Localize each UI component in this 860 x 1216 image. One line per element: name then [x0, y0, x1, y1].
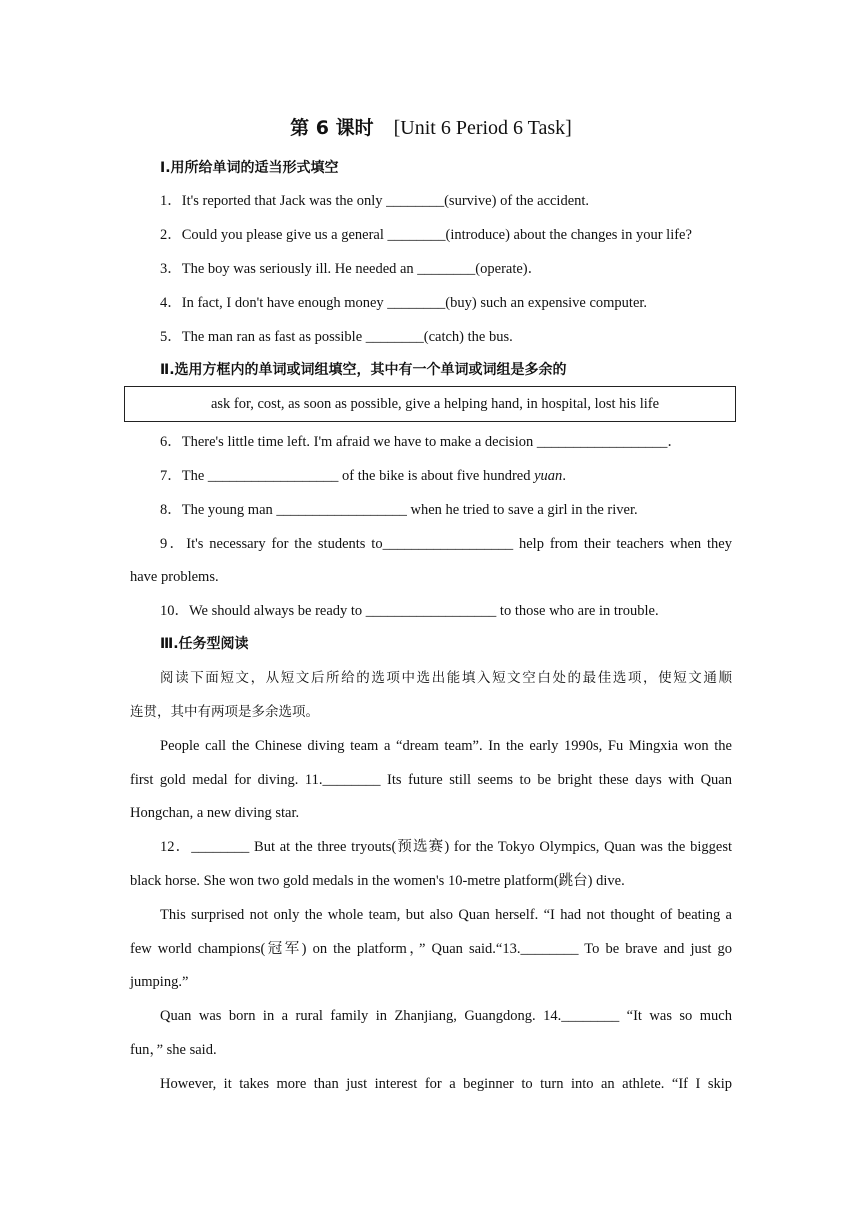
- instructions-line: 连贯，其中有两项是多余选项。: [130, 704, 319, 720]
- passage-line: first gold medal for diving. 11.________ Its future still seems to be bright these days with Quan: [130, 772, 732, 788]
- passage-line: Hongchan, a new diving star.: [130, 805, 300, 821]
- exercise-item: 4．In fact, I don't have enough money ________(buy) such an expensive computer.: [160, 295, 648, 311]
- italic-word: yuan: [534, 468, 563, 484]
- passage-line: fun，” she said.: [130, 1042, 217, 1058]
- exercise-item: 2．Could you please give us a general ________(introduce) about the changes in your life?: [160, 227, 692, 243]
- exercise-item: 8．The young man __________________ when he tried to save a girl in the river.: [160, 502, 638, 518]
- exercise-item-continuation: have problems.: [130, 569, 219, 585]
- title-unit: [Unit 6 Period 6 Task]: [393, 117, 572, 139]
- section-2-heading: Ⅱ.选用方框内的单词或词组填空，其中有一个单词或词组是多余的: [160, 362, 567, 378]
- exercise-item-text: 7．The __________________ of the bike is about five hundred: [160, 468, 535, 484]
- exercise-item: 9．It's necessary for the students to__________________ help from their teachers when they: [160, 536, 732, 552]
- instructions-line: 阅读下面短文，从短文后所给的选项中选出能填入短文空白处的最佳选项，使短文通顺: [160, 670, 732, 686]
- exercise-item: 3．The boy was seriously ill. He needed an ________(operate)．: [160, 261, 543, 277]
- exercise-item: 10．We should always be ready to __________________ to those who are in trouble.: [160, 603, 659, 619]
- exercise-item: 5．The man ran as fast as possible ________(catch) the bus.: [160, 329, 513, 345]
- section-3-heading: Ⅲ.任务型阅读: [160, 636, 249, 652]
- title-lesson: 第 6 课时: [290, 117, 374, 139]
- passage-line: few world champions(冠军) on the platform，” Quan said.“13.________ To be brave and just go: [130, 941, 732, 957]
- exercise-item: 1．It's reported that Jack was the only ________(survive) of the accident.: [160, 193, 590, 209]
- passage-line: This surprised not only the whole team, but also Quan herself. “I had not thought of beating a: [160, 907, 732, 923]
- passage-line: jumping.”: [130, 974, 189, 990]
- passage-line: black horse. She won two gold medals in the women's 10-metre platform(跳台) dive.: [130, 873, 625, 889]
- exercise-item-end: .: [562, 468, 566, 484]
- passage-line: Quan was born in a rural family in Zhanjiang, Guangdong. 14.________ “It was so much: [160, 1008, 732, 1024]
- page-title: [130, 114, 732, 142]
- word-box-text: ask for, cost, as soon as possible, give a helping hand, in hospital, lost his life: [210, 395, 660, 412]
- passage-line: People call the Chinese diving team a “dream team”. In the early 1990s, Fu Mingxia won the: [160, 738, 732, 754]
- word-box: [124, 386, 736, 422]
- exercise-item: 6．There's little time left. I'm afraid we have to make a decision __________________．: [160, 434, 682, 450]
- exercise-item: [160, 466, 566, 486]
- passage-line: However, it takes more than just interest for a beginner to turn into an athlete. “If I skip: [160, 1076, 732, 1092]
- passage-line: 12．________ But at the three tryouts(预选赛) for the Tokyo Olympics, Quan was the biggest: [160, 839, 732, 855]
- section-1-heading: Ⅰ.用所给单词的适当形式填空: [160, 160, 339, 176]
